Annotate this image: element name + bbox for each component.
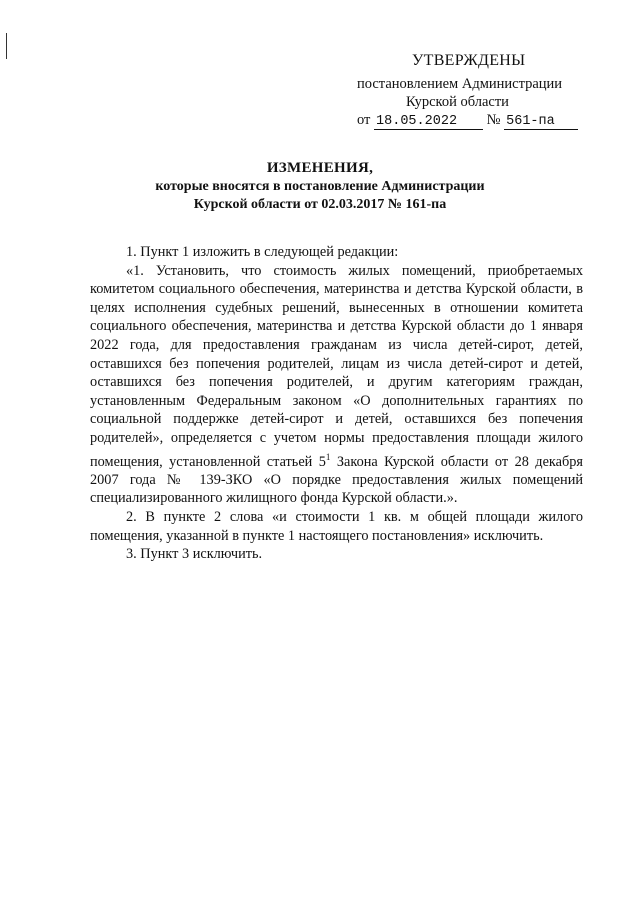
scan-edge-mark — [6, 33, 7, 59]
approval-date-line — [357, 112, 578, 130]
paragraph-3: 2. В пункте 2 слова «и стоимости 1 кв. м общей площади жилого помещения, указанной в пункте 1 настоящего постановления» исключить. — [90, 509, 583, 544]
paragraph-2-text: «1. Установить, что стоимость жилых помещений, приобретаемых комитетом социального обеспечения, материнства и детства Курской области, в целях исполнения судебных решений, вынесенных в отношении комитета социального обеспечения, материнства и детства Курской области до 1 января 2022 года, для предоставления гражданам из числа детей-сирот, детей, оставшихся без попечения родителей, лицам из числа детей-сирот и детей, оставшихся без попечения родителей, и другим категориям граждан, установленным Федеральным законом «О дополнительных гарантиях по социальной поддержке детей-сирот и детей, оставшихся без попечения родителей», определяется с учетом нормы предоставления площади жилого помещения, установленной статьей 5 — [90, 262, 583, 470]
title-sub-1: которые вносятся в постановление Администрации — [155, 179, 485, 194]
document-title — [0, 158, 640, 214]
number-prefix: № — [486, 112, 501, 128]
paragraph-2-tail: Закона Курской области от 28 декабря 2007 года № 139-ЗКО «О порядке предоставления жилых помещений специализированного жилищного фонда Курской области.». — [90, 453, 584, 507]
paragraph-4: 3. Пункт 3 исключить. — [126, 546, 263, 563]
approval-region: Курской области — [406, 94, 509, 110]
paragraph-2 — [90, 262, 583, 508]
approval-date: 18.05.2022 — [374, 114, 483, 130]
approval-number: 561-па — [504, 114, 578, 130]
article-superscript: 1 — [325, 451, 331, 462]
approval-by: постановлением Администрации — [357, 76, 563, 92]
title-sub-2: Курской области от 02.03.2017 № 161-па — [193, 197, 447, 212]
date-prefix: от — [357, 112, 371, 128]
document-body — [90, 243, 583, 564]
paragraph-1: 1. Пункт 1 изложить в следующей редакции: — [126, 244, 399, 260]
approval-heading: УТВЕРЖДЕНЫ — [412, 52, 526, 69]
title-main: ИЗМЕНЕНИЯ, — [266, 160, 374, 176]
